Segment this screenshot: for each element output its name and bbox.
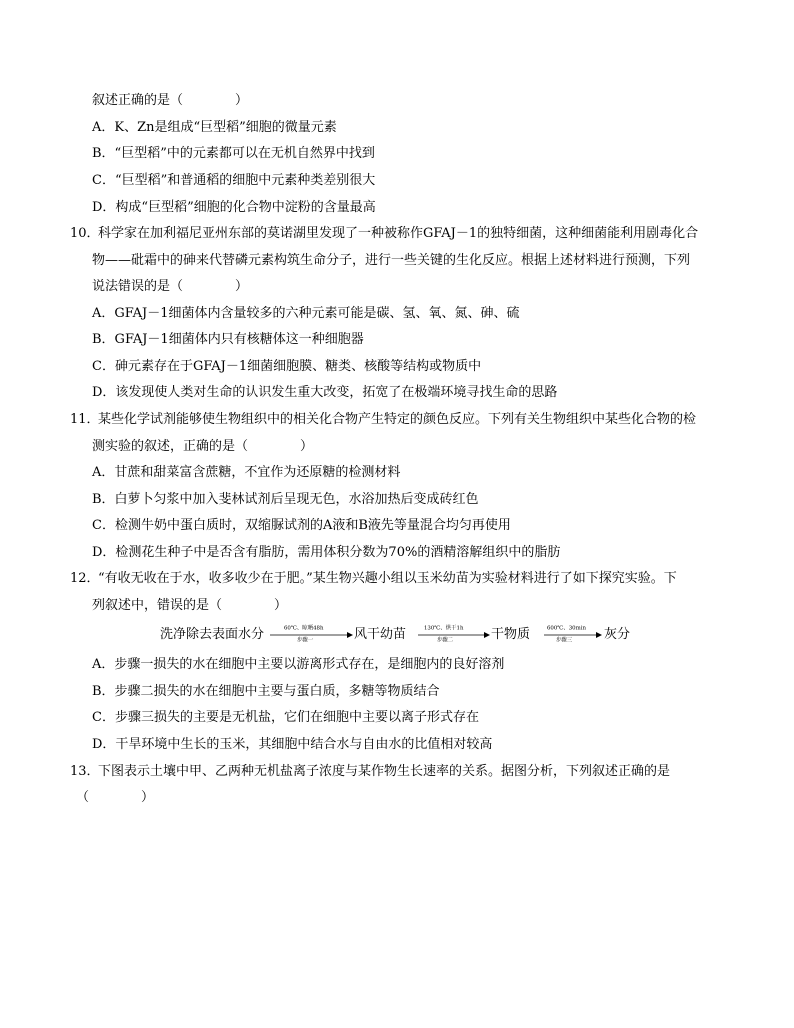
flow-arrow-3-step: 步骤三: [556, 637, 573, 644]
q11-option-b: B．白萝卜匀浆中加入斐林试剂后呈现无色，水浴加热后变成砖红色: [92, 492, 479, 507]
q12-stem-line-1: “有收无收在于水，收多收少在于肥。”某生物兴趣小组以玉米幼苗为实验材料进行了如下探究实验。下: [98, 571, 677, 586]
q12-option-a: A．步骤一损失的水在细胞中主要以游离形式存在，是细胞内的良好溶剂: [92, 657, 505, 672]
flow-arrow-1-step: 步骤一: [297, 637, 314, 644]
q11-option-c: C．检测牛奶中蛋白质时，双缩脲试剂的A液和B液先等量混合均匀再使用: [92, 518, 511, 533]
q13-stem-line-2: （ ）: [76, 790, 155, 805]
q11-stem-line-1: 某些化学试剂能够使生物组织中的相关化合物产生特定的颜色反应。下列有关生物组织中某些化合物的检: [98, 412, 697, 427]
q10-stem-line-3: 说法错误的是（ ）: [92, 279, 249, 294]
q10-option-a: A．GFAJ－1细菌体内含量较多的六种元素可能是碳、氢、氧、氮、砷、硫: [92, 306, 520, 321]
q11-number: 11．: [70, 412, 100, 427]
q11-option-d: D．检测花生种子中是否含有脂肪，需用体积分数为70%的酒精溶解组织中的脂肪: [92, 545, 561, 560]
flow-arrow-1-condition: 60℃、晾晒48h: [284, 625, 324, 632]
flow-step-1: 洗净除去表面水分: [160, 627, 265, 642]
q10-option-c: C．砷元素存在于GFAJ－1细菌细胞膜、糖类、核酸等结构或物质中: [92, 359, 482, 374]
flow-step-2: 风干幼苗: [354, 627, 407, 642]
q11-option-a: A．甘蔗和甜菜富含蔗糖，不宜作为还原糖的检测材料: [92, 465, 401, 480]
flow-arrow-2-step: 步骤二: [437, 637, 454, 644]
q11-stem-line-2: 测实验的叙述，正确的是（ ）: [92, 439, 314, 454]
flow-arrow-2-condition: 130℃、烘干1h: [424, 625, 464, 632]
q12-option-d: D．干旱环境中生长的玉米，其细胞中结合水与自由水的比值相对较高: [92, 737, 493, 752]
flow-arrow-3-condition: 600℃、30min: [547, 625, 586, 632]
q12-option-c: C．步骤三损失的主要是无机盐，它们在细胞中主要以离子形式存在: [92, 710, 479, 725]
q9-option-b: B．“巨型稻”中的元素都可以在无机自然界中找到: [92, 146, 375, 161]
q12-option-b: B．步骤二损失的水在细胞中主要与蛋白质，多糖等物质结合: [92, 684, 440, 699]
q13-number: 13．: [70, 764, 100, 779]
q9-option-c: C．“巨型稻”和普通稻的细胞中元素种类差别很大: [92, 173, 376, 188]
experiment-flow-diagram: [160, 622, 640, 648]
q12-stem-line-2: 列叙述中，错误的是（ ）: [92, 598, 288, 613]
q13-stem-line-1: 下图表示土壤中甲、乙两种无机盐离子浓度与某作物生长速率的关系。据图分析，下列叙述正确的是: [98, 764, 671, 779]
flow-step-4: 灰分: [604, 627, 631, 642]
q9-stem-tail: 叙述正确的是（ ）: [92, 93, 249, 108]
q10-stem-line-2: 物——砒霜中的砷来代替磷元素构筑生命分子，进行一些关键的生化反应。根据上述材料进行预测，下列: [92, 253, 691, 268]
flow-step-3: 干物质: [491, 627, 531, 642]
q9-option-a: A．K、Zn是组成“巨型稻”细胞的微量元素: [92, 120, 337, 135]
q10-number: 10．: [70, 226, 100, 241]
q10-option-b: B．GFAJ－1细菌体内只有核糖体这一种细胞器: [92, 332, 364, 347]
q10-stem-line-1: 科学家在加利福尼亚州东部的莫诺湖里发现了一种被称作GFAJ－1的独特细菌，这种细菌能利用剧毒化合: [98, 226, 699, 241]
q10-option-d: D．该发现使人类对生命的认识发生重大改变，拓宽了在极端环境寻找生命的思路: [92, 385, 558, 400]
q9-option-d: D．构成“巨型稻”细胞的化合物中淀粉的含量最高: [92, 200, 376, 215]
q12-number: 12．: [70, 571, 100, 586]
